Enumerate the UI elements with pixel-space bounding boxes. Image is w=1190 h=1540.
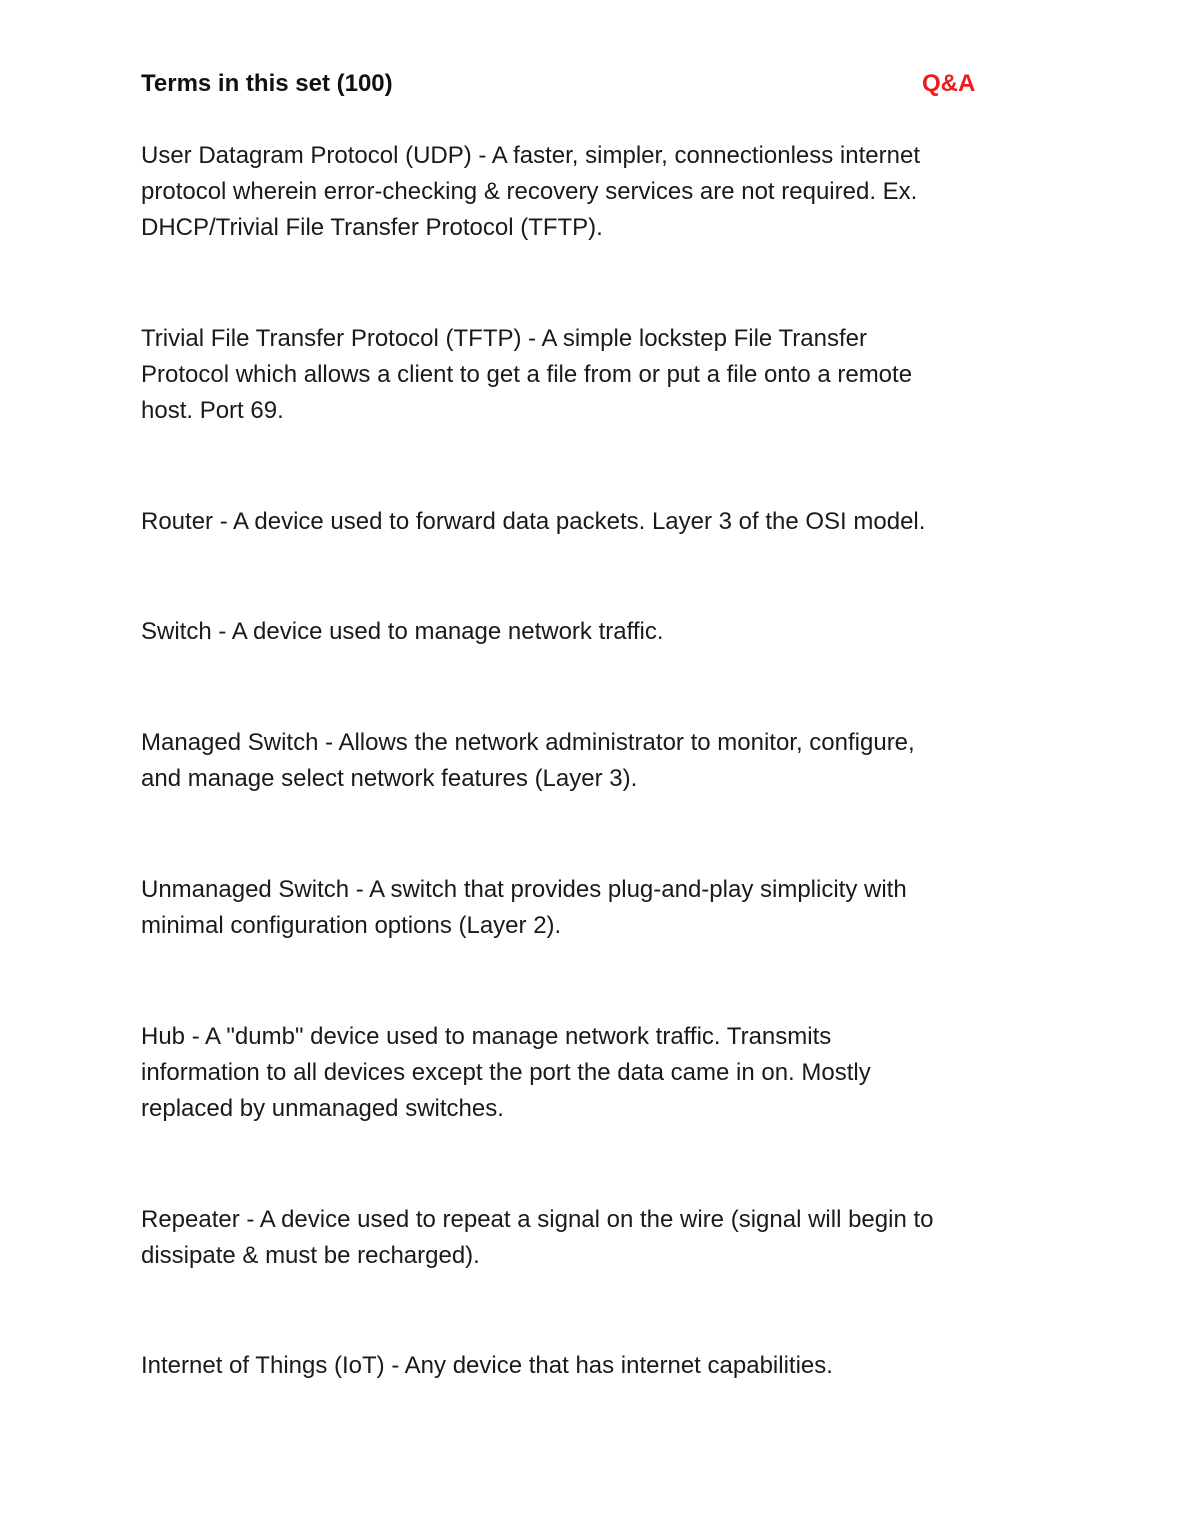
term-tftp: Trivial File Transfer Protocol (TFTP) - A simple lockstep File Transfer Protocol which allows a client to get a file from or put a file onto a remote host. Port 69. bbox=[141, 325, 913, 424]
term-router: Router - A device used to forward data packets. Layer 3 of the OSI model. bbox=[141, 508, 926, 535]
term-iot: Internet of Things (IoT) - Any device that has internet capabilities. bbox=[141, 1352, 833, 1379]
term-repeater: Repeater - A device used to repeat a signal on the wire (signal will begin to dissipate & must be recharged). bbox=[141, 1206, 934, 1269]
term-hub: Hub - A "dumb" device used to manage network traffic. Transmits information to all devices except the port the data came in on. Mostly replaced by unmanaged switches. bbox=[141, 1023, 871, 1122]
set-title: Terms in this set (100) bbox=[141, 70, 393, 97]
set-header bbox=[141, 70, 1001, 104]
term-managed-switch: Managed Switch - Allows the network administrator to monitor, configure, and manage select network features (Layer 3). bbox=[141, 729, 915, 792]
term-switch: Switch - A device used to manage network traffic. bbox=[141, 618, 664, 645]
term-unmanaged-switch: Unmanaged Switch - A switch that provides plug-and-play simplicity with minimal configuration options (Layer 2). bbox=[141, 876, 907, 939]
term-udp: User Datagram Protocol (UDP) - A faster, simpler, connectionless internet protocol wherein error-checking & recovery services are not required. Ex. DHCP/Trivial File Transfer Protocol (TFTP). bbox=[141, 142, 920, 241]
qa-tag: Q&A bbox=[922, 70, 976, 97]
